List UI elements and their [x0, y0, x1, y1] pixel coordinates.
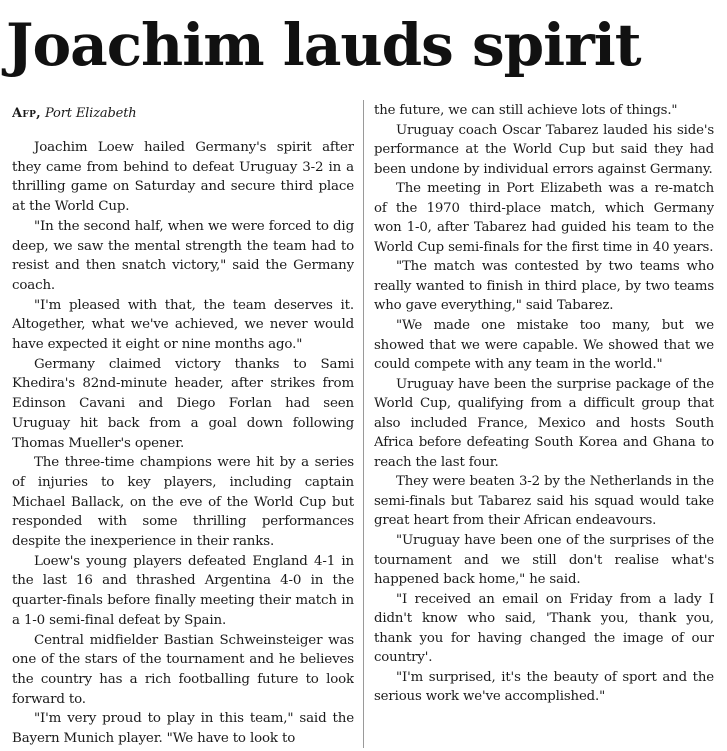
paragraph: "I'm very proud to play in this team," said the Bayern Munich player. "We have to look to [12, 711, 354, 747]
paragraph: Germany claimed victory thanks to Sami Khedira's 82nd-minute header, after strikes from Edinson Cavani and Diego Forlan had seen Uruguay hit back from a goal down following Thomas Mueller's opener. [12, 356, 354, 451]
paragraph: Uruguay have been the surprise package of the World Cup, qualifying from a difficult group that also included France, Mexico and hosts South Africa before defeating South Korea and Ghana to reach the last four. [374, 376, 714, 470]
paragraph: Joachim Loew hailed Germany's spirit after they came from behind to defeat Uruguay 3-2 in a thrilling game on Saturday and secure third place at the World Cup. [12, 140, 354, 215]
article-column-left [12, 104, 354, 749]
paragraph-continuation: the future, we can still achieve lots of things." [374, 103, 678, 118]
paragraph: "Uruguay have been one of the surprises of the tournament and we still don't realise what's happened back home," he said. [374, 533, 714, 588]
paragraph: "I received an email on Friday from a lady I didn't know who said, 'Thank you, thank you, thank you for having changed the image of our country'. [374, 591, 714, 666]
paragraph: The meeting in Port Elizabeth was a re-match of the 1970 third-place match, which Germany won 1-0, after Tabarez had guided his team to the World Cup semi-finals for the first time in 40 years. [374, 181, 714, 255]
paragraph: "The match was contested by two teams who really wanted to finish in third place, by two teams who gave everything," said Tabarez. [374, 259, 714, 314]
dateline [12, 104, 354, 124]
article-column-right [374, 101, 714, 746]
paragraph: "We made one mistake too many, but we showed that we were capable. We showed that we could compete with any team in the world." [374, 318, 714, 373]
paragraph: "I'm pleased with that, the team deserves it. Altogether, what we've achieved, we never would have expected it eight or nine months ago." [12, 297, 354, 353]
paragraph: The three-time champions were hit by a series of injuries to key players, including captain Michael Ballack, on the eve of the World Cup but responded with some thrilling performances despite the inexperience in their ranks. [12, 455, 354, 550]
headline: Joachim lauds spirit [6, 11, 641, 79]
paragraph: Loew's young players defeated England 4-1 in the last 16 and thrashed Argentina 4-0 in the quarter-finals before finally meeting their match in a 1-0 semi-final defeat by Spain. [12, 553, 354, 628]
paragraph: "In the second half, when we were forced to dig deep, we saw the mental strength the team had to resist and then snatch victory," said the Germany coach. [12, 218, 354, 293]
byline-agency: Afp, [12, 106, 41, 121]
paragraph: They were beaten 3-2 by the Netherlands in the semi-finals but Tabarez said his squad would take great heart from their African endeavours. [374, 474, 714, 529]
column-divider [363, 100, 364, 748]
byline-place: Port Elizabeth [44, 106, 137, 121]
paragraph: Uruguay coach Oscar Tabarez lauded his side's performance at the World Cup but said they had been undone by individual errors against Germany. [374, 122, 714, 177]
paragraph: Central midfielder Bastian Schweinsteiger was one of the stars of the tournament and he believes the country has a rich footballing future to look forward to. [12, 632, 354, 707]
paragraph: "I'm surprised, it's the beauty of sport and the serious work we've accomplished." [374, 669, 714, 705]
